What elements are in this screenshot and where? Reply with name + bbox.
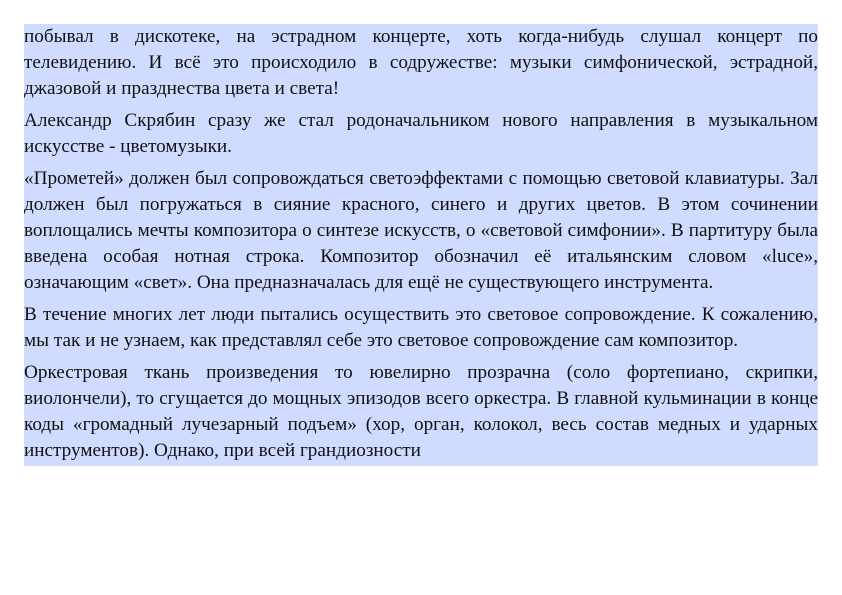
paragraph-5: Оркестровая ткань произведения то ювелирно прозрачна (соло фортепиано, скрипки, виолончели), то сгущается до мощных эпизодов всего оркестра. В главной кульминации в конце коды «громадный лучезарный подъем» (хор, орган, колокол, весь состав медных и ударных инструментов). Однако, при всей грандиозности (24, 362, 818, 461)
paragraph-2: Александр Скрябин сразу же стал родоначальником нового направления в музыкальном искусстве - цветомузыки. (24, 110, 818, 157)
text-block (24, 24, 818, 466)
paragraph-1: побывал в дискотеке, на эстрадном концерте, хоть когда-нибудь слушал концерт по телевидению. И всё это происходило в содружестве: музыки симфонической, эстрадной, джазовой и празднества цвета и света! (24, 26, 818, 99)
paragraph-3: «Прометей» должен был сопровождаться светоэффектами с помощью световой клавиатуры. Зал должен был погружаться в сияние красного, синего и других цветов. В этом сочинении воплощались мечты композитора о синтезе искусств, о «световой симфонии». В партитуру была введена особая нотная строка. Композитор обозначил её итальянским словом «luce», означающим «свет». Она предназначалась для ещё не существующего инструмента. (24, 168, 818, 293)
paragraph-4: В течение многих лет люди пытались осуществить это световое сопровождение. К сожалению, мы так и не узнаем, как представлял себе это световое сопровождение сам композитор. (24, 304, 818, 351)
